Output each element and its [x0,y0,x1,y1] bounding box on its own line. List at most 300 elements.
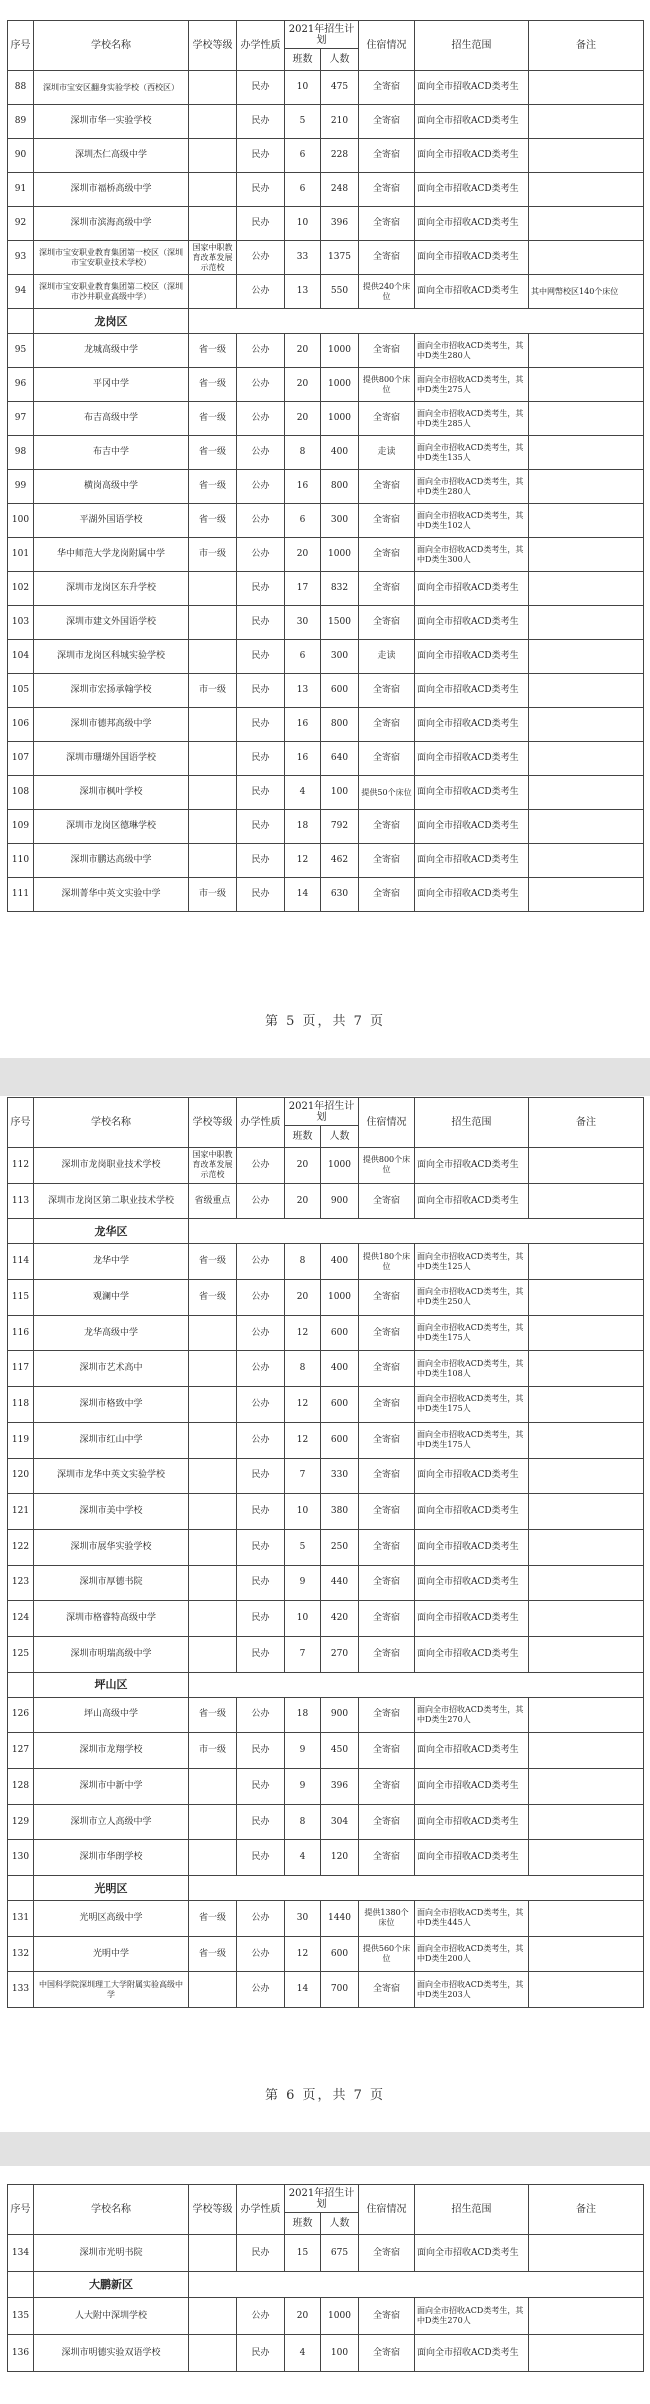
region-name: 龙华区 [34,1219,189,1244]
table-row [8,1183,644,1219]
seq-cell: 130 [8,1840,34,1876]
nature-cell: 民办 [237,572,285,606]
school-level-cell [189,1840,237,1876]
boarding-cell: 走读 [359,640,415,674]
people-cell: 100 [321,2335,359,2372]
people-cell: 100 [321,776,359,810]
people-cell: 300 [321,640,359,674]
school-level-cell [189,173,237,207]
note-cell [529,1494,644,1530]
scope-cell: 面向全市招收ACD类考生 [415,71,529,105]
note-cell [529,1315,644,1351]
header-boarding: 住宿情况 [359,21,415,71]
enrollment-table-page-6 [7,1097,644,2008]
note-cell [529,504,644,538]
note-cell [529,173,644,207]
table-row [8,606,644,640]
seq-cell: 124 [8,1601,34,1637]
header-seq: 序号 [8,21,34,71]
school-name-cell: 深圳市鹏达高级中学 [34,844,189,878]
school-name-cell: 深圳市明瑞高级中学 [34,1636,189,1672]
enrollment-table-page-5 [7,20,644,912]
table-row [8,470,644,504]
nature-cell: 民办 [237,810,285,844]
classes-cell: 5 [285,105,321,139]
seq-cell: 94 [8,275,34,309]
header-people: 人数 [321,49,359,71]
header-people: 人数 [321,2213,359,2235]
classes-cell: 8 [285,436,321,470]
table-row [8,1494,644,1530]
people-cell: 600 [321,1315,359,1351]
boarding-cell: 全寄宿 [359,402,415,436]
scope-cell: 面向全市招收ACD类考生，其中D类生175人 [415,1315,529,1351]
note-cell [529,105,644,139]
people-cell: 462 [321,844,359,878]
classes-cell: 14 [285,1972,321,2008]
note-cell [529,334,644,368]
scope-cell: 面向全市招收ACD类考生 [415,1529,529,1565]
school-level-cell: 市一级 [189,1733,237,1769]
seq-cell: 107 [8,742,34,776]
school-level-cell [189,2298,237,2335]
school-name-cell: 深圳市格致中学 [34,1387,189,1423]
scope-cell: 面向全市招收ACD类考生 [415,1183,529,1219]
scope-cell: 面向全市招收ACD类考生 [415,810,529,844]
people-cell: 270 [321,1636,359,1672]
seq-cell: 117 [8,1351,34,1387]
school-level-cell [189,1351,237,1387]
nature-cell: 公办 [237,2298,285,2335]
classes-cell: 16 [285,470,321,504]
scope-cell: 面向全市招收ACD类考生 [415,844,529,878]
header-classes: 班数 [285,49,321,71]
note-cell [529,207,644,241]
seq-cell: 103 [8,606,34,640]
seq-cell: 136 [8,2335,34,2372]
region-empty-cell [189,1876,644,1901]
people-cell: 400 [321,1351,359,1387]
boarding-cell: 全寄宿 [359,71,415,105]
school-name-cell: 横岗高级中学 [34,470,189,504]
people-cell: 640 [321,742,359,776]
school-level-cell [189,1315,237,1351]
nature-cell: 公办 [237,402,285,436]
table-row [8,71,644,105]
school-name-cell: 深圳市宝安职业教育集团第一校区（深圳市宝安职业技术学校） [34,241,189,275]
table-row [8,334,644,368]
table-row [8,275,644,309]
classes-cell: 13 [285,674,321,708]
table-row [8,105,644,139]
header-boarding: 住宿情况 [359,2185,415,2235]
classes-cell: 15 [285,2235,321,2272]
school-level-cell [189,71,237,105]
region-empty-cell [189,1672,644,1697]
note-cell [529,1636,644,1672]
boarding-cell: 提供180个床位 [359,1244,415,1280]
school-level-cell: 省一级 [189,1697,237,1733]
note-cell [529,1601,644,1637]
school-level-cell: 国家中职教育改革发展示范校 [189,241,237,275]
table-row [8,139,644,173]
region-row [8,1219,644,1244]
seq-cell: 114 [8,1244,34,1280]
note-cell [529,1244,644,1280]
scope-cell: 面向全市招收ACD类考生，其中D类生445人 [415,1901,529,1937]
note-cell [529,742,644,776]
scope-cell: 面向全市招收ACD类考生 [415,1601,529,1637]
people-cell: 1000 [321,538,359,572]
school-name-cell: 深圳市格睿特高级中学 [34,1601,189,1637]
nature-cell: 公办 [237,1183,285,1219]
scope-cell: 面向全市招收ACD类考生，其中D类生280人 [415,470,529,504]
seq-cell: 116 [8,1315,34,1351]
people-cell: 600 [321,1387,359,1423]
note-cell [529,844,644,878]
classes-cell: 6 [285,640,321,674]
boarding-cell: 全寄宿 [359,1565,415,1601]
classes-cell: 16 [285,708,321,742]
scope-cell: 面向全市招收ACD类考生 [415,2335,529,2372]
scope-cell: 面向全市招收ACD类考生，其中D类生108人 [415,1351,529,1387]
note-cell [529,1529,644,1565]
note-cell [529,241,644,275]
boarding-cell: 全寄宿 [359,1769,415,1805]
table-row [8,538,644,572]
header-classes: 班数 [285,2213,321,2235]
scope-cell: 面向全市招收ACD类考生 [415,207,529,241]
table-row [8,1901,644,1937]
school-level-cell [189,1387,237,1423]
school-level-cell [189,1422,237,1458]
boarding-cell: 提供240个床位 [359,275,415,309]
classes-cell: 20 [285,538,321,572]
scope-cell: 面向全市招收ACD类考生，其中D类生300人 [415,538,529,572]
scope-cell: 面向全市招收ACD类考生 [415,776,529,810]
people-cell: 250 [321,1529,359,1565]
table-row [8,1769,644,1805]
page-separator [0,2132,650,2166]
scope-cell: 面向全市招收ACD类考生 [415,105,529,139]
school-name-cell: 深圳市美中学校 [34,1494,189,1530]
scope-cell: 面向全市招收ACD类考生 [415,1804,529,1840]
region-row [8,2272,644,2298]
classes-cell: 14 [285,878,321,912]
table-row [8,742,644,776]
school-name-cell: 深圳市珊瑚外国语学校 [34,742,189,776]
classes-cell: 8 [285,1244,321,1280]
classes-cell: 6 [285,173,321,207]
header-row [8,21,644,49]
note-cell [529,1183,644,1219]
boarding-cell: 全寄宿 [359,1840,415,1876]
table-row [8,1387,644,1423]
seq-cell: 123 [8,1565,34,1601]
note-cell [529,1422,644,1458]
header-nature: 办学性质 [237,21,285,71]
school-level-cell [189,640,237,674]
nature-cell: 公办 [237,275,285,309]
table-row [8,1840,644,1876]
classes-cell: 20 [285,334,321,368]
people-cell: 1000 [321,1280,359,1316]
school-name-cell: 坪山高级中学 [34,1697,189,1733]
header-classes: 班数 [285,1126,321,1148]
people-cell: 1375 [321,241,359,275]
school-name-cell: 深圳市红山中学 [34,1422,189,1458]
header-school-level: 学校等级 [189,21,237,71]
school-name-cell: 深圳市龙岗区德琳学校 [34,810,189,844]
classes-cell: 5 [285,1529,321,1565]
seq-cell: 119 [8,1422,34,1458]
note-cell [529,878,644,912]
region-empty-cell [8,2272,34,2298]
seq-cell: 100 [8,504,34,538]
boarding-cell: 全寄宿 [359,810,415,844]
nature-cell: 公办 [237,1972,285,2008]
table-row [8,436,644,470]
header-plan-2021: 2021年招生计划 [285,1098,359,1126]
seq-cell: 101 [8,538,34,572]
scope-cell: 面向全市招收ACD类考生，其中D类生175人 [415,1422,529,1458]
table-row [8,1733,644,1769]
people-cell: 1000 [321,334,359,368]
seq-cell: 109 [8,810,34,844]
school-level-cell [189,275,237,309]
table-row [8,504,644,538]
nature-cell: 民办 [237,1458,285,1494]
people-cell: 380 [321,1494,359,1530]
table-row [8,1565,644,1601]
table-row [8,776,644,810]
scope-cell: 面向全市招收ACD类考生，其中D类生270人 [415,1697,529,1733]
people-cell: 792 [321,810,359,844]
boarding-cell: 全寄宿 [359,1280,415,1316]
classes-cell: 30 [285,1901,321,1937]
header-nature: 办学性质 [237,1098,285,1148]
note-cell [529,71,644,105]
nature-cell: 民办 [237,2335,285,2372]
region-empty-cell [8,309,34,334]
region-empty-cell [8,1219,34,1244]
nature-cell: 民办 [237,1804,285,1840]
seq-cell: 110 [8,844,34,878]
school-name-cell: 深圳市枫叶学校 [34,776,189,810]
school-name-cell: 光明区高级中学 [34,1901,189,1937]
region-empty-cell [8,1876,34,1901]
classes-cell: 20 [285,368,321,402]
note-cell [529,708,644,742]
classes-cell: 12 [285,1387,321,1423]
scope-cell: 面向全市招收ACD类考生 [415,606,529,640]
seq-cell: 91 [8,173,34,207]
school-name-cell: 深圳菁华中英文实验中学 [34,878,189,912]
boarding-cell: 全寄宿 [359,1972,415,2008]
seq-cell: 96 [8,368,34,402]
school-level-cell: 省一级 [189,402,237,436]
school-level-cell [189,2335,237,2372]
enrollment-table-page-7 [7,2184,644,2372]
school-name-cell: 观澜中学 [34,1280,189,1316]
table-row [8,1601,644,1637]
classes-cell: 12 [285,1315,321,1351]
nature-cell: 公办 [237,1387,285,1423]
school-name-cell: 华中师范大学龙岗附属中学 [34,538,189,572]
seq-cell: 122 [8,1529,34,1565]
table-row [8,878,644,912]
nature-cell: 公办 [237,436,285,470]
school-name-cell: 深圳市华一实验学校 [34,105,189,139]
classes-cell: 10 [285,1601,321,1637]
note-cell [529,1901,644,1937]
school-level-cell [189,139,237,173]
school-name-cell: 深圳市华朗学校 [34,1840,189,1876]
classes-cell: 8 [285,1351,321,1387]
scope-cell: 面向全市招收ACD类考生 [415,241,529,275]
region-row [8,1672,644,1697]
table-row [8,207,644,241]
school-name-cell: 深圳市龙岗区科城实验学校 [34,640,189,674]
school-level-cell [189,105,237,139]
people-cell: 300 [321,504,359,538]
nature-cell: 公办 [237,334,285,368]
seq-cell: 127 [8,1733,34,1769]
nature-cell: 民办 [237,173,285,207]
table-row [8,2235,644,2272]
scope-cell: 面向全市招收ACD类考生 [415,1733,529,1769]
region-row [8,1876,644,1901]
header-people: 人数 [321,1126,359,1148]
school-name-cell: 深圳市龙岗职业技术学校 [34,1148,189,1184]
header-seq: 序号 [8,1098,34,1148]
boarding-cell: 全寄宿 [359,1697,415,1733]
school-level-cell: 省一级 [189,1936,237,1972]
classes-cell: 10 [285,207,321,241]
nature-cell: 公办 [237,504,285,538]
school-name-cell: 深圳市艺术高中 [34,1351,189,1387]
classes-cell: 12 [285,1422,321,1458]
header-note: 备注 [529,2185,644,2235]
note-cell [529,1840,644,1876]
school-level-cell: 省一级 [189,436,237,470]
people-cell: 228 [321,139,359,173]
scope-cell: 面向全市招收ACD类考生 [415,674,529,708]
boarding-cell: 全寄宿 [359,139,415,173]
boarding-cell: 提供50个床位 [359,776,415,810]
nature-cell: 公办 [237,1315,285,1351]
seq-cell: 113 [8,1183,34,1219]
region-empty-cell [189,1219,644,1244]
table-row [8,1315,644,1351]
scope-cell: 面向全市招收ACD类考生 [415,173,529,207]
boarding-cell: 全寄宿 [359,173,415,207]
classes-cell: 9 [285,1769,321,1805]
classes-cell: 9 [285,1565,321,1601]
school-level-cell [189,1769,237,1805]
people-cell: 1000 [321,402,359,436]
school-name-cell: 深圳市厚德书院 [34,1565,189,1601]
note-cell [529,139,644,173]
scope-cell: 面向全市招收ACD类考生 [415,878,529,912]
table-row [8,640,644,674]
scope-cell: 面向全市招收ACD类考生，其中D类生203人 [415,1972,529,2008]
classes-cell: 17 [285,572,321,606]
classes-cell: 18 [285,810,321,844]
classes-cell: 10 [285,71,321,105]
note-cell [529,470,644,504]
scope-cell: 面向全市招收ACD类考生 [415,1565,529,1601]
school-level-cell [189,1636,237,1672]
table-row [8,402,644,436]
school-level-cell [189,1972,237,2008]
people-cell: 475 [321,71,359,105]
nature-cell: 民办 [237,71,285,105]
school-name-cell: 中国科学院深圳理工大学附属实验高级中学 [34,1972,189,2008]
school-name-cell: 布吉中学 [34,436,189,470]
nature-cell: 公办 [237,1148,285,1184]
boarding-cell: 全寄宿 [359,844,415,878]
boarding-cell: 全寄宿 [359,1183,415,1219]
school-level-cell: 省级重点 [189,1183,237,1219]
boarding-cell: 全寄宿 [359,1458,415,1494]
boarding-cell: 全寄宿 [359,1315,415,1351]
nature-cell: 民办 [237,708,285,742]
note-cell [529,1972,644,2008]
boarding-cell: 全寄宿 [359,878,415,912]
table-row [8,708,644,742]
school-level-cell [189,810,237,844]
header-plan-2021: 2021年招生计划 [285,21,359,49]
nature-cell: 民办 [237,606,285,640]
school-name-cell: 深圳市福桥高级中学 [34,173,189,207]
nature-cell: 民办 [237,742,285,776]
school-name-cell: 深圳市德邦高级中学 [34,708,189,742]
scope-cell: 面向全市招收ACD类考生 [415,1769,529,1805]
classes-cell: 7 [285,1636,321,1672]
boarding-cell: 全寄宿 [359,708,415,742]
school-level-cell [189,776,237,810]
table-row [8,2335,644,2372]
header-row [8,1098,644,1126]
boarding-cell: 提供560个床位 [359,1936,415,1972]
table-row [8,1936,644,1972]
school-name-cell: 龙华高级中学 [34,1315,189,1351]
scope-cell: 面向全市招收ACD类考生 [415,275,529,309]
school-name-cell: 光明中学 [34,1936,189,1972]
scope-cell: 面向全市招收ACD类考生 [415,1148,529,1184]
people-cell: 330 [321,1458,359,1494]
people-cell: 396 [321,1769,359,1805]
seq-cell: 105 [8,674,34,708]
scope-cell: 面向全市招收ACD类考生，其中D类生280人 [415,334,529,368]
table-row [8,1458,644,1494]
school-name-cell: 深圳市滨海高级中学 [34,207,189,241]
region-row [8,309,644,334]
classes-cell: 7 [285,1458,321,1494]
school-level-cell: 市一级 [189,674,237,708]
note-cell [529,1351,644,1387]
region-name: 光明区 [34,1876,189,1901]
note-cell [529,2235,644,2272]
nature-cell: 公办 [237,470,285,504]
scope-cell: 面向全市招收ACD类考生，其中D类生270人 [415,2298,529,2335]
scope-cell: 面向全市招收ACD类考生 [415,2235,529,2272]
note-cell [529,810,644,844]
nature-cell: 民办 [237,2235,285,2272]
seq-cell: 88 [8,71,34,105]
boarding-cell: 全寄宿 [359,470,415,504]
